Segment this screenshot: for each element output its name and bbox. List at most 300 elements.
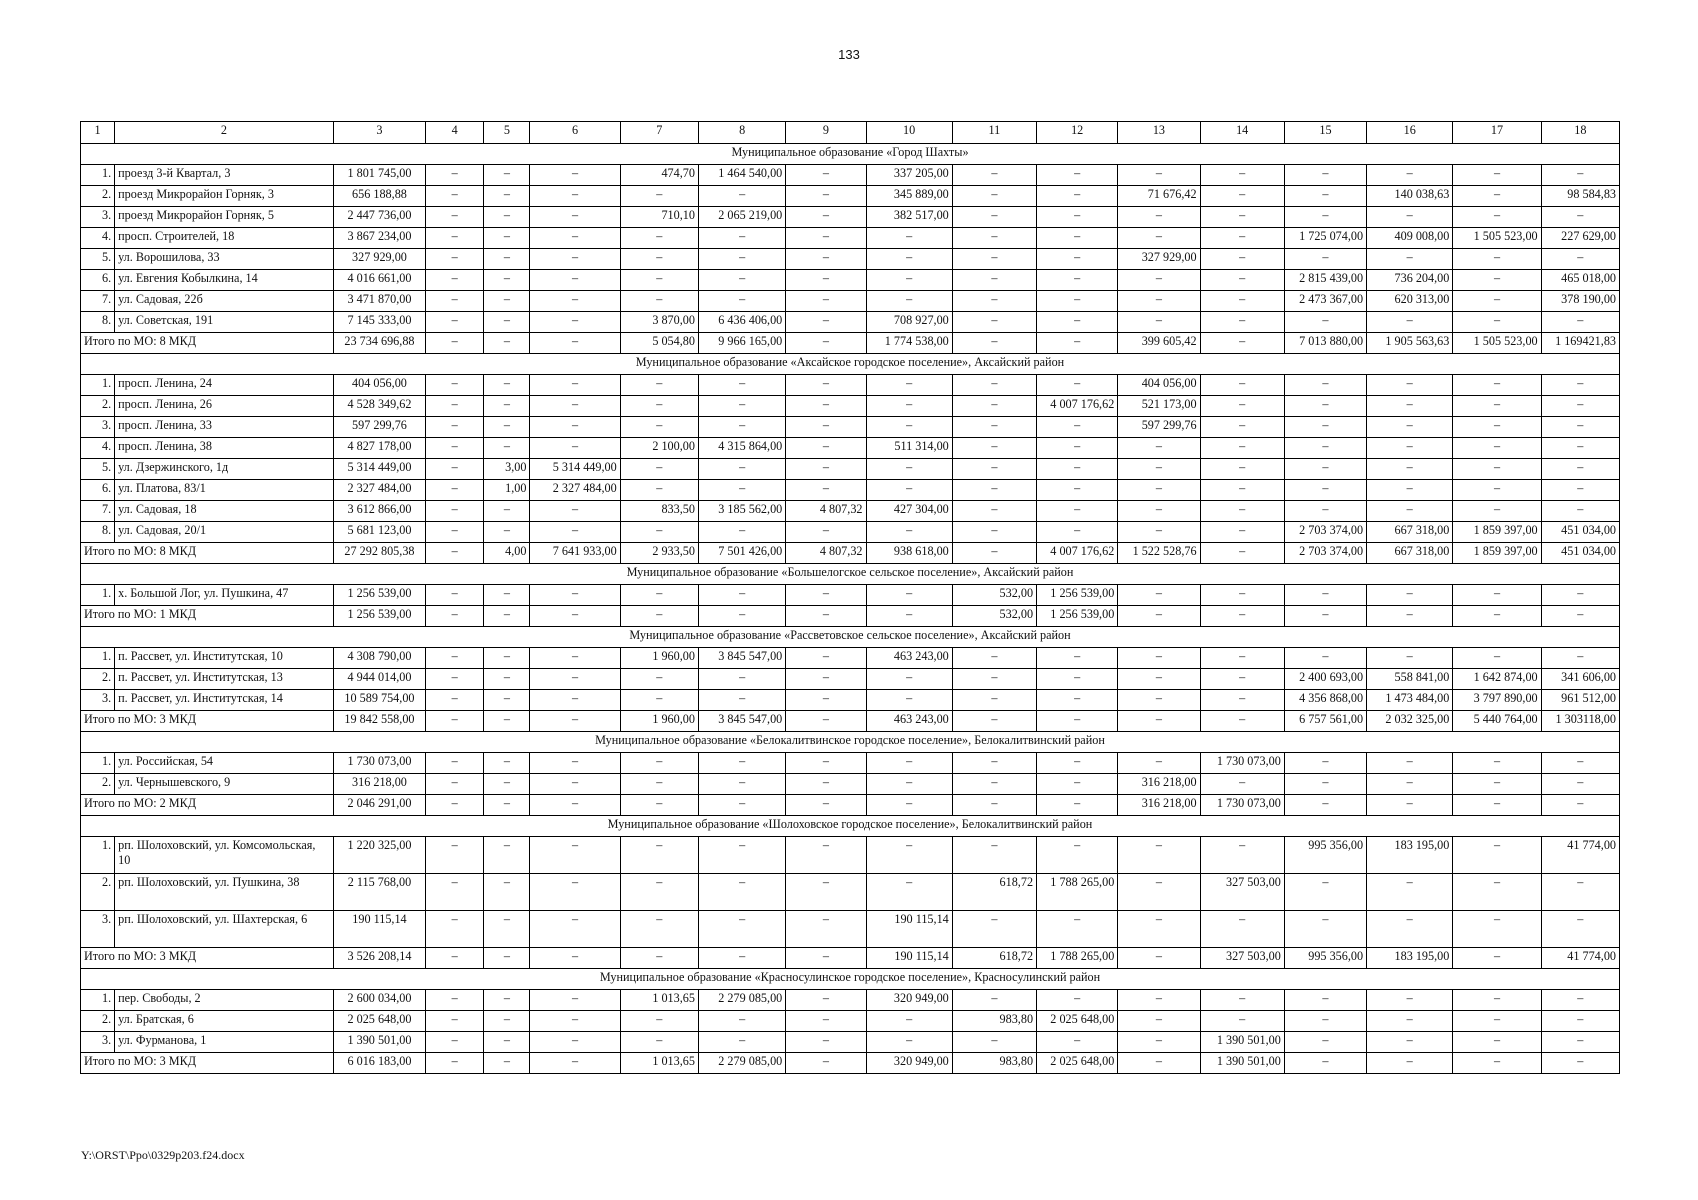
table-cell: – <box>426 690 484 711</box>
table-cell: – <box>1118 648 1200 669</box>
total-cell: 983,80 <box>952 1053 1036 1074</box>
table-cell: ул. Дзержинского, 1д <box>115 459 334 480</box>
table-cell: – <box>1037 501 1118 522</box>
table-cell: – <box>1200 911 1284 948</box>
total-cell: – <box>786 711 866 732</box>
table-row <box>81 396 1620 417</box>
table-cell: – <box>484 501 530 522</box>
table-cell: – <box>530 249 620 270</box>
table-cell: – <box>1118 291 1200 312</box>
total-cell: 320 949,00 <box>866 1053 952 1074</box>
total-cell: 399 605,42 <box>1118 333 1200 354</box>
table-cell: ул. Братская, 6 <box>115 1011 334 1032</box>
table-cell: 1. <box>81 990 115 1011</box>
total-cell: – <box>786 948 866 969</box>
table-cell: – <box>1284 375 1366 396</box>
total-cell: – <box>1284 1053 1366 1074</box>
table-cell: – <box>1200 291 1284 312</box>
table-cell: – <box>484 396 530 417</box>
table-cell: – <box>426 585 484 606</box>
table-cell: – <box>1118 228 1200 249</box>
table-cell: 451 034,00 <box>1541 522 1619 543</box>
table-cell: – <box>530 270 620 291</box>
table-cell: – <box>484 648 530 669</box>
table-cell: – <box>620 1032 698 1053</box>
table-cell: – <box>426 312 484 333</box>
table-cell: – <box>426 501 484 522</box>
table-row <box>81 249 1620 270</box>
table-cell: – <box>484 375 530 396</box>
table-cell: – <box>1367 648 1453 669</box>
table-cell: – <box>866 480 952 501</box>
table-cell: – <box>952 990 1036 1011</box>
table-cell: – <box>1118 165 1200 186</box>
table-cell: – <box>1284 753 1366 774</box>
table-cell: – <box>426 438 484 459</box>
table-cell: 1 859 397,00 <box>1453 522 1541 543</box>
table-cell: – <box>1541 438 1619 459</box>
total-cell: – <box>1284 606 1366 627</box>
table-cell: 10 589 754,00 <box>333 690 425 711</box>
total-cell: – <box>698 795 785 816</box>
table-cell: – <box>952 165 1036 186</box>
table-cell: 1,00 <box>484 480 530 501</box>
table-cell: – <box>1284 438 1366 459</box>
table-cell: – <box>1541 207 1619 228</box>
table-cell: – <box>698 669 785 690</box>
total-cell: – <box>1541 1053 1619 1074</box>
total-cell: 3 526 208,14 <box>333 948 425 969</box>
table-cell: – <box>866 270 952 291</box>
table-cell: – <box>530 837 620 874</box>
table-cell: – <box>426 648 484 669</box>
table-cell: – <box>1200 438 1284 459</box>
table-cell: п. Рассвет, ул. Институтская, 10 <box>115 648 334 669</box>
total-cell: 5 440 764,00 <box>1453 711 1541 732</box>
table-row <box>81 459 1620 480</box>
header-cell: 12 <box>1037 122 1118 144</box>
total-row <box>81 1053 1620 1074</box>
table-cell: 1 505 523,00 <box>1453 228 1541 249</box>
table-cell: 2 400 693,00 <box>1284 669 1366 690</box>
total-cell: – <box>1037 711 1118 732</box>
table-cell: – <box>1118 753 1200 774</box>
section-title: Муниципальное образование «Город Шахты» <box>81 144 1620 165</box>
table-row <box>81 501 1620 522</box>
table-cell: – <box>1541 480 1619 501</box>
header-cell: 3 <box>333 122 425 144</box>
total-cell: 190 115,14 <box>866 948 952 969</box>
table-cell: – <box>426 1011 484 1032</box>
table-cell: – <box>698 1032 785 1053</box>
total-cell: 618,72 <box>952 948 1036 969</box>
table-cell: 3. <box>81 690 115 711</box>
table-cell: – <box>1118 501 1200 522</box>
total-cell: 1 522 528,76 <box>1118 543 1200 564</box>
total-cell: – <box>620 606 698 627</box>
table-cell: 382 517,00 <box>866 207 952 228</box>
table-cell: – <box>1367 585 1453 606</box>
table-cell: – <box>484 1011 530 1032</box>
table-cell: – <box>1541 249 1619 270</box>
table-cell: проезд Микрорайон Горняк, 5 <box>115 207 334 228</box>
table-cell: – <box>1200 648 1284 669</box>
table-cell: – <box>952 417 1036 438</box>
table-row <box>81 648 1620 669</box>
table-cell: – <box>620 459 698 480</box>
table-cell: – <box>1037 165 1118 186</box>
table-cell: – <box>1367 165 1453 186</box>
table-row <box>81 438 1620 459</box>
table-cell: – <box>1367 459 1453 480</box>
table-cell: – <box>1541 501 1619 522</box>
total-cell: – <box>1367 795 1453 816</box>
table-cell: 465 018,00 <box>1541 270 1619 291</box>
table-cell: – <box>1541 585 1619 606</box>
total-cell: 2 032 325,00 <box>1367 711 1453 732</box>
table-cell: – <box>1037 249 1118 270</box>
table-cell: просп. Ленина, 33 <box>115 417 334 438</box>
header-cell: 6 <box>530 122 620 144</box>
table-cell: – <box>530 207 620 228</box>
table-cell: – <box>1037 228 1118 249</box>
table-row <box>81 911 1620 948</box>
table-cell: 4. <box>81 438 115 459</box>
table-cell: 320 949,00 <box>866 990 952 1011</box>
table-cell: – <box>484 669 530 690</box>
total-cell: 995 356,00 <box>1284 948 1366 969</box>
table-cell: 710,10 <box>620 207 698 228</box>
table-cell: – <box>1200 249 1284 270</box>
table-cell: – <box>426 837 484 874</box>
table-cell: – <box>530 774 620 795</box>
table-cell: – <box>1200 522 1284 543</box>
table-cell: – <box>698 911 785 948</box>
table-cell: 4 356 868,00 <box>1284 690 1366 711</box>
total-cell: 4 007 176,62 <box>1037 543 1118 564</box>
table-cell: 140 038,63 <box>1367 186 1453 207</box>
header-cell: 5 <box>484 122 530 144</box>
table-cell: – <box>1453 165 1541 186</box>
table-cell: 227 629,00 <box>1541 228 1619 249</box>
table-cell: 4 308 790,00 <box>333 648 425 669</box>
table-cell: – <box>1541 753 1619 774</box>
table-cell: – <box>1453 1011 1541 1032</box>
table-cell: – <box>484 874 530 911</box>
total-cell: 3 845 547,00 <box>698 711 785 732</box>
table-cell: – <box>530 165 620 186</box>
table-cell: – <box>1118 459 1200 480</box>
table-cell: – <box>1284 1032 1366 1053</box>
table-cell: – <box>620 186 698 207</box>
table-cell: 2 025 648,00 <box>1037 1011 1118 1032</box>
table-cell: – <box>1037 911 1118 948</box>
table-cell: – <box>1284 186 1366 207</box>
table-cell: – <box>952 291 1036 312</box>
table-cell: ул. Фурманова, 1 <box>115 1032 334 1053</box>
total-cell: – <box>1453 795 1541 816</box>
table-cell: – <box>786 165 866 186</box>
table-cell: 736 204,00 <box>1367 270 1453 291</box>
table-cell: – <box>1453 312 1541 333</box>
total-cell: – <box>530 333 620 354</box>
table-cell: – <box>866 249 952 270</box>
table-cell: 2 100,00 <box>620 438 698 459</box>
table-cell: – <box>952 312 1036 333</box>
table-cell: – <box>1118 438 1200 459</box>
table-cell: 474,70 <box>620 165 698 186</box>
total-row <box>81 606 1620 627</box>
table-cell: – <box>1367 312 1453 333</box>
total-label: Итого по МО: 3 МКД <box>81 948 334 969</box>
table-cell: – <box>866 1032 952 1053</box>
table-cell: – <box>1200 312 1284 333</box>
total-cell: – <box>952 711 1036 732</box>
table-cell: – <box>426 291 484 312</box>
table-cell: – <box>1037 375 1118 396</box>
table-cell: – <box>952 1032 1036 1053</box>
table-cell: – <box>530 228 620 249</box>
table-cell: – <box>620 774 698 795</box>
table-cell: 1 013,65 <box>620 990 698 1011</box>
total-cell: 1 905 563,63 <box>1367 333 1453 354</box>
table-cell: – <box>786 480 866 501</box>
table-row <box>81 270 1620 291</box>
page-number: 133 <box>838 47 860 62</box>
table-cell: – <box>952 522 1036 543</box>
total-cell: – <box>426 795 484 816</box>
table-cell: – <box>426 375 484 396</box>
total-cell: – <box>698 606 785 627</box>
table-cell: – <box>1284 774 1366 795</box>
table-cell: – <box>952 774 1036 795</box>
table-cell: – <box>952 396 1036 417</box>
footer-file-path: Y:\ORST\Ppo\0329p203.f24.docx <box>81 1148 245 1162</box>
total-row <box>81 333 1620 354</box>
table-cell: – <box>620 874 698 911</box>
table-row <box>81 990 1620 1011</box>
total-cell: 327 503,00 <box>1200 948 1284 969</box>
table-cell: 667 318,00 <box>1367 522 1453 543</box>
table-cell: – <box>698 774 785 795</box>
total-cell: – <box>530 795 620 816</box>
table-cell: 1 473 484,00 <box>1367 690 1453 711</box>
table-cell: – <box>866 837 952 874</box>
total-cell: 316 218,00 <box>1118 795 1200 816</box>
table-cell: – <box>1200 375 1284 396</box>
table-cell: – <box>426 228 484 249</box>
table-cell: 183 195,00 <box>1367 837 1453 874</box>
table-cell: – <box>866 291 952 312</box>
table-cell: – <box>698 522 785 543</box>
table-cell: ул. Платова, 83/1 <box>115 480 334 501</box>
table-cell: 656 188,88 <box>333 186 425 207</box>
table-cell: – <box>786 690 866 711</box>
table-cell: – <box>1453 396 1541 417</box>
table-cell: – <box>484 249 530 270</box>
table-cell: рп. Шолоховский, ул. Пушкина, 38 <box>115 874 334 911</box>
table-cell: – <box>1200 501 1284 522</box>
total-cell: 1 505 523,00 <box>1453 333 1541 354</box>
table-cell: – <box>698 837 785 874</box>
table-cell: – <box>786 522 866 543</box>
table-cell: – <box>530 669 620 690</box>
table-cell: – <box>1200 417 1284 438</box>
table-cell: 316 218,00 <box>1118 774 1200 795</box>
table-cell: 1. <box>81 753 115 774</box>
table-cell: – <box>1284 396 1366 417</box>
total-cell: – <box>484 1053 530 1074</box>
table-cell: – <box>1037 312 1118 333</box>
table-cell: 1 390 501,00 <box>1200 1032 1284 1053</box>
table-cell: – <box>1037 480 1118 501</box>
table-cell: 190 115,14 <box>333 911 425 948</box>
total-cell: – <box>530 948 620 969</box>
total-cell: 2 933,50 <box>620 543 698 564</box>
total-cell: 1 303118,00 <box>1541 711 1619 732</box>
total-cell: 1 169421,83 <box>1541 333 1619 354</box>
table-cell: – <box>426 417 484 438</box>
header-cell: 1 <box>81 122 115 144</box>
table-cell: – <box>620 396 698 417</box>
table-cell: – <box>620 249 698 270</box>
table-cell: 404 056,00 <box>1118 375 1200 396</box>
table-cell: – <box>1541 459 1619 480</box>
table-cell: – <box>1200 228 1284 249</box>
table-cell: ул. Садовая, 18 <box>115 501 334 522</box>
table-cell: 345 889,00 <box>866 186 952 207</box>
table-cell: – <box>426 249 484 270</box>
table-cell: – <box>698 874 785 911</box>
table-cell: – <box>786 228 866 249</box>
section-title: Муниципальное образование «Красносулинское городское поселение», Красносулинский район <box>81 969 1620 990</box>
total-cell: – <box>484 333 530 354</box>
table-cell: просп. Ленина, 38 <box>115 438 334 459</box>
table-cell: – <box>952 753 1036 774</box>
header-cell: 16 <box>1367 122 1453 144</box>
table-cell: – <box>786 911 866 948</box>
table-cell: – <box>620 375 698 396</box>
table-cell: 4 315 864,00 <box>698 438 785 459</box>
table-cell: – <box>1200 669 1284 690</box>
table-cell: – <box>426 753 484 774</box>
table-cell: – <box>1367 438 1453 459</box>
total-cell: – <box>426 1053 484 1074</box>
total-label: Итого по МО: 3 МКД <box>81 711 334 732</box>
table-cell: – <box>952 837 1036 874</box>
table-cell: – <box>1118 669 1200 690</box>
table-cell: – <box>866 417 952 438</box>
table-cell: – <box>1284 207 1366 228</box>
header-cell: 18 <box>1541 122 1619 144</box>
total-cell: – <box>1367 606 1453 627</box>
table-cell: – <box>1200 459 1284 480</box>
table-cell: 1 256 539,00 <box>333 585 425 606</box>
table-cell: 4 007 176,62 <box>1037 396 1118 417</box>
table-cell: п. Рассвет, ул. Институтская, 13 <box>115 669 334 690</box>
table-cell: – <box>786 585 866 606</box>
table-cell: – <box>952 669 1036 690</box>
total-cell: – <box>426 333 484 354</box>
total-cell: – <box>1453 606 1541 627</box>
table-cell: 6. <box>81 480 115 501</box>
section-title-row <box>81 144 1620 165</box>
table-cell: 3. <box>81 911 115 948</box>
table-cell: – <box>1541 396 1619 417</box>
total-label: Итого по МО: 8 МКД <box>81 543 334 564</box>
table-cell: – <box>484 837 530 874</box>
table-cell: – <box>484 228 530 249</box>
table-cell: – <box>698 1011 785 1032</box>
table-cell: – <box>1284 1011 1366 1032</box>
table-cell: – <box>620 417 698 438</box>
table-cell: – <box>484 585 530 606</box>
table-cell: – <box>1200 585 1284 606</box>
total-cell: 1 730 073,00 <box>1200 795 1284 816</box>
table-cell: – <box>426 911 484 948</box>
table-cell: – <box>952 648 1036 669</box>
table-cell: – <box>698 186 785 207</box>
table-cell: 8. <box>81 522 115 543</box>
total-cell: 7 641 933,00 <box>530 543 620 564</box>
table-cell: 2 279 085,00 <box>698 990 785 1011</box>
table-row <box>81 1032 1620 1053</box>
table-cell: – <box>484 417 530 438</box>
table-cell: ул. Садовая, 20/1 <box>115 522 334 543</box>
table-cell: – <box>620 228 698 249</box>
total-cell: – <box>484 711 530 732</box>
table-cell: 8. <box>81 312 115 333</box>
table-cell: – <box>484 186 530 207</box>
header-cell: 14 <box>1200 122 1284 144</box>
table-cell: – <box>786 774 866 795</box>
table-cell: – <box>620 837 698 874</box>
total-row <box>81 543 1620 564</box>
table-cell: – <box>1037 270 1118 291</box>
total-cell: 1 256 539,00 <box>333 606 425 627</box>
table-cell: – <box>1284 911 1366 948</box>
table-cell: – <box>1118 1011 1200 1032</box>
table-cell: – <box>1200 270 1284 291</box>
section-title-row <box>81 816 1620 837</box>
table-cell: 463 243,00 <box>866 648 952 669</box>
total-cell: – <box>1118 711 1200 732</box>
header-cell: 11 <box>952 122 1036 144</box>
table-row <box>81 585 1620 606</box>
table-cell: ул. Ворошилова, 33 <box>115 249 334 270</box>
total-cell: – <box>698 948 785 969</box>
table-cell: – <box>786 669 866 690</box>
table-cell: – <box>786 874 866 911</box>
total-cell: 41 774,00 <box>1541 948 1619 969</box>
table-cell: – <box>698 228 785 249</box>
table-row <box>81 312 1620 333</box>
table-row <box>81 774 1620 795</box>
total-cell: – <box>1284 795 1366 816</box>
table-cell: – <box>1453 648 1541 669</box>
table-cell: 1 788 265,00 <box>1037 874 1118 911</box>
total-cell: 1 960,00 <box>620 711 698 732</box>
table-cell: – <box>530 585 620 606</box>
table-cell: – <box>426 669 484 690</box>
total-cell: 4 807,32 <box>786 543 866 564</box>
table-cell: – <box>1037 186 1118 207</box>
table-cell: – <box>530 291 620 312</box>
table-cell: 5. <box>81 249 115 270</box>
table-cell: – <box>1453 501 1541 522</box>
section-title-row <box>81 627 1620 648</box>
total-cell: 451 034,00 <box>1541 543 1619 564</box>
